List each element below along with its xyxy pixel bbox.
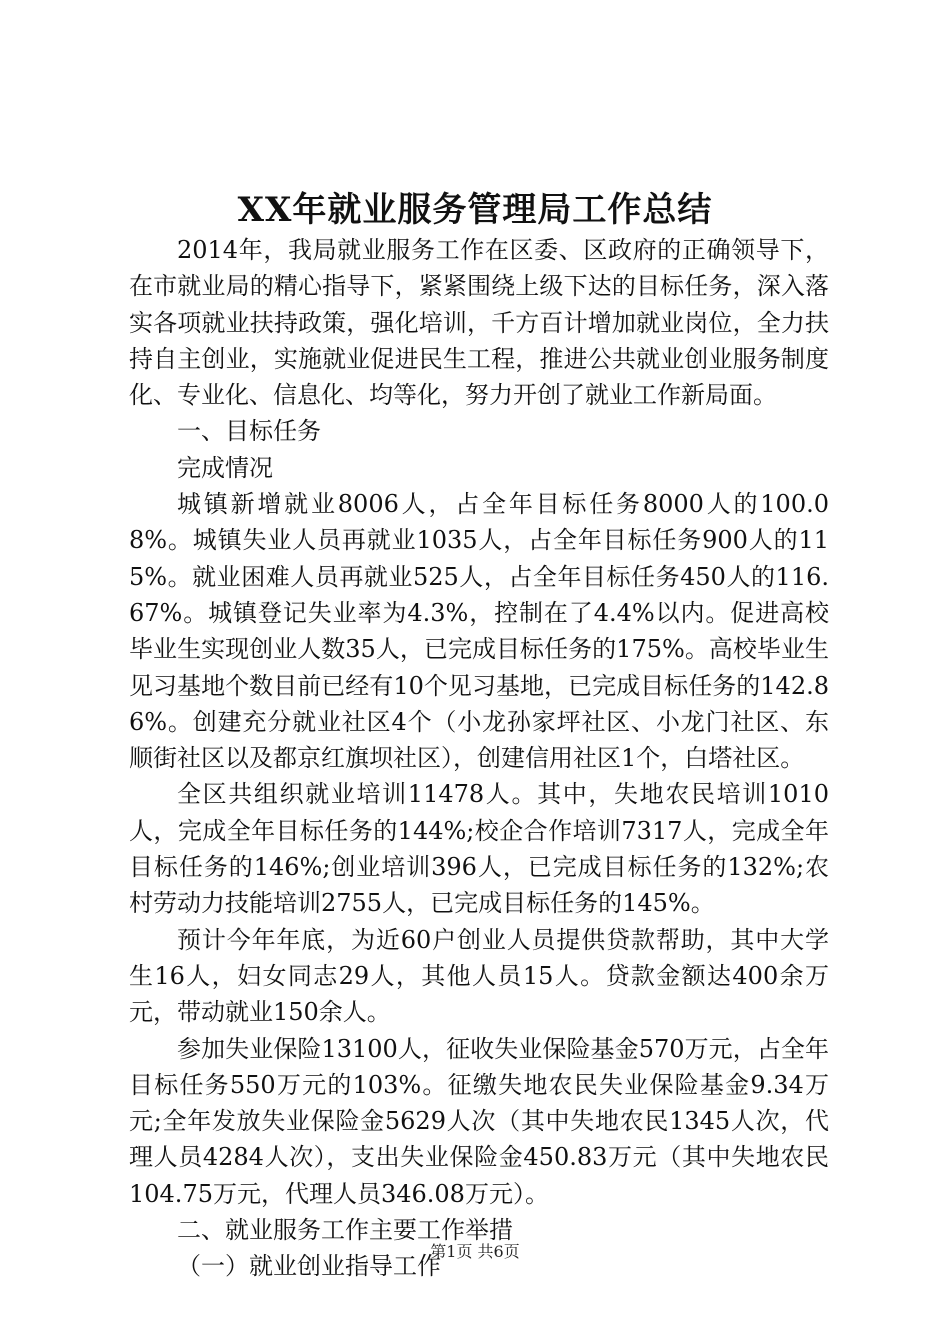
- document-body: [129, 232, 829, 1285]
- intro-paragraph: 2014年，我局就业服务工作在区委、区政府的正确领导下，在市就业局的精心指导下，紧紧围绕上级下达的目标任务，深入落实各项就业扶持政策，强化培训，千方百计增加就业岗位，全力扶持自主创业，实施就业促进民生工程，推进公共就业创业服务制度化、专业化、信息化、均等化，努力开创了就业工作新局面。: [129, 236, 829, 410]
- section-heading-targets: 一、目标任务: [177, 417, 321, 446]
- insurance-paragraph: 参加失业保险13100人，征收失业保险基金570万元，占全年目标任务550万元的103%。征缴失地农民失业保险基金9.34万元;全年发放失业保险金5629人次（其中失地农民1345人次，代理人员4284人次），支出失业保险金450.83万元（其中失地农民104.75万元，代理人员346.08万元）。: [129, 1034, 829, 1208]
- training-paragraph: 全区共组织就业培训11478人。其中，失地农民培训1010人，完成全年目标任务的144%;校企合作培训7317人，完成全年目标任务的146%;创业培训396人，已完成目标任务的132%;农村劳动力技能培训2755人，已完成目标任务的145%。: [129, 780, 829, 918]
- document-title: XX年就业服务管理局工作总结: [237, 190, 713, 230]
- subheading-completion: 完成情况: [177, 453, 273, 482]
- section-heading-measures: 二、就业服务工作主要工作举措: [177, 1216, 513, 1245]
- loan-paragraph: 预计今年年底，为近60户创业人员提供贷款帮助，其中大学生16人，妇女同志29人，其他人员15人。贷款金额达400余万元，带动就业150余人。: [129, 925, 829, 1027]
- page-number-footer: 第1页 共6页: [430, 1242, 520, 1261]
- subheading-guidance: （一）就业创业指导工作: [177, 1252, 441, 1281]
- employment-stats-paragraph: 城镇新增就业8006人，占全年目标任务8000人的100.08%。城镇失业人员再就业1035人，占全年目标任务900人的115%。就业困难人员再就业525人，占全年目标任务450人的116.67%。城镇登记失业率为4.3%，控制在了4.4%以内。促进高校毕业生实现创业人数35人，已完成目标任务的175%。高校毕业生见习基地个数目前已经有10个见习基地，已完成目标任务的142.86%。创建充分就业社区4个（小龙孙家坪社区、小龙门社区、东顺街社区以及都京红旗坝社区），创建信用社区1个，白塔社区。: [129, 490, 829, 773]
